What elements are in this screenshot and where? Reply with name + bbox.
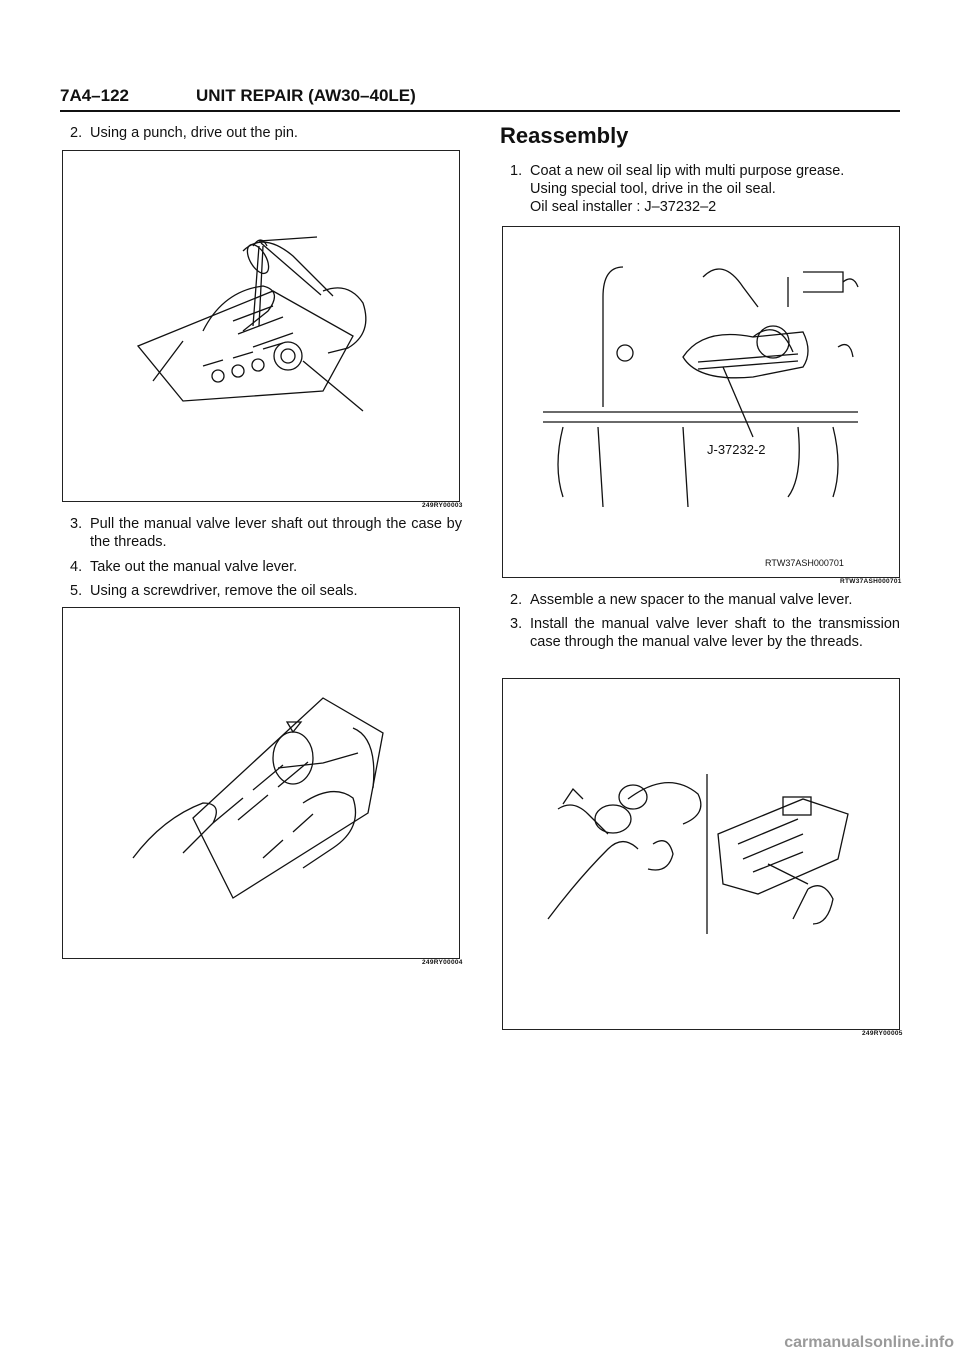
figure-code: RTW37ASH000701: [840, 578, 902, 585]
step-text-line-2: Using special tool, drive in the oil seal.: [530, 181, 776, 197]
step-text: Using a screwdriver, remove the oil seals.: [90, 583, 358, 599]
figure-install-lever-shaft: [502, 678, 900, 1030]
step-number: 2.: [510, 592, 523, 608]
footer-watermark: carmanualsonline.info: [784, 1334, 954, 1351]
figure-inner-code: RTW37ASH000701: [765, 558, 844, 568]
figure-illustration: [63, 608, 459, 958]
step-number: 2.: [70, 125, 83, 141]
step-number: 4.: [70, 559, 83, 575]
step-number: 3.: [510, 616, 523, 632]
step-5-oil-seals: [70, 582, 462, 600]
step-1-oil-seal: [510, 162, 900, 218]
header-divider: [60, 110, 900, 112]
step-text-line-3: Oil seal installer : J–37232–2: [530, 199, 717, 215]
step-text: Assemble a new spacer to the manual valve lever.: [530, 592, 853, 608]
figure-illustration: [503, 227, 899, 577]
page-title: UNIT REPAIR (AW30–40LE): [196, 86, 416, 105]
tool-callout-label: J-37232-2: [707, 442, 766, 457]
step-2-spacer: [510, 591, 900, 609]
figure-illustration: [63, 151, 459, 501]
section-code: 7A4–122: [60, 86, 130, 105]
step-text-line-1: Coat a new oil seal lip with multi purpose grease.: [530, 163, 845, 179]
step-text: Pull the manual valve lever shaft out through the case by the threads.: [90, 516, 462, 550]
figure-install-oil-seal: [502, 226, 900, 578]
step-3-pull-shaft: [70, 515, 462, 551]
step-number: 3.: [70, 516, 83, 532]
figure-remove-oil-seals: [62, 607, 460, 959]
step-number: 5.: [70, 583, 83, 599]
step-number: 1.: [510, 163, 523, 179]
figure-code: 249RY00004: [422, 959, 463, 966]
figure-illustration: [503, 679, 899, 1029]
step-text: Using a punch, drive out the pin.: [90, 125, 298, 141]
step-2-punch: [70, 124, 462, 142]
step-text: Install the manual valve lever shaft to the transmission case through the manual valve lever by the threads.: [530, 616, 900, 650]
reassembly-heading: Reassembly: [500, 123, 629, 148]
step-4-lever: [70, 558, 462, 576]
figure-drive-out-pin: [62, 150, 460, 502]
figure-code: 249RY00005: [862, 1030, 903, 1037]
figure-code: 249RY00003: [422, 502, 463, 509]
step-3-install-shaft: [510, 615, 900, 669]
step-text: Take out the manual valve lever.: [90, 559, 298, 575]
